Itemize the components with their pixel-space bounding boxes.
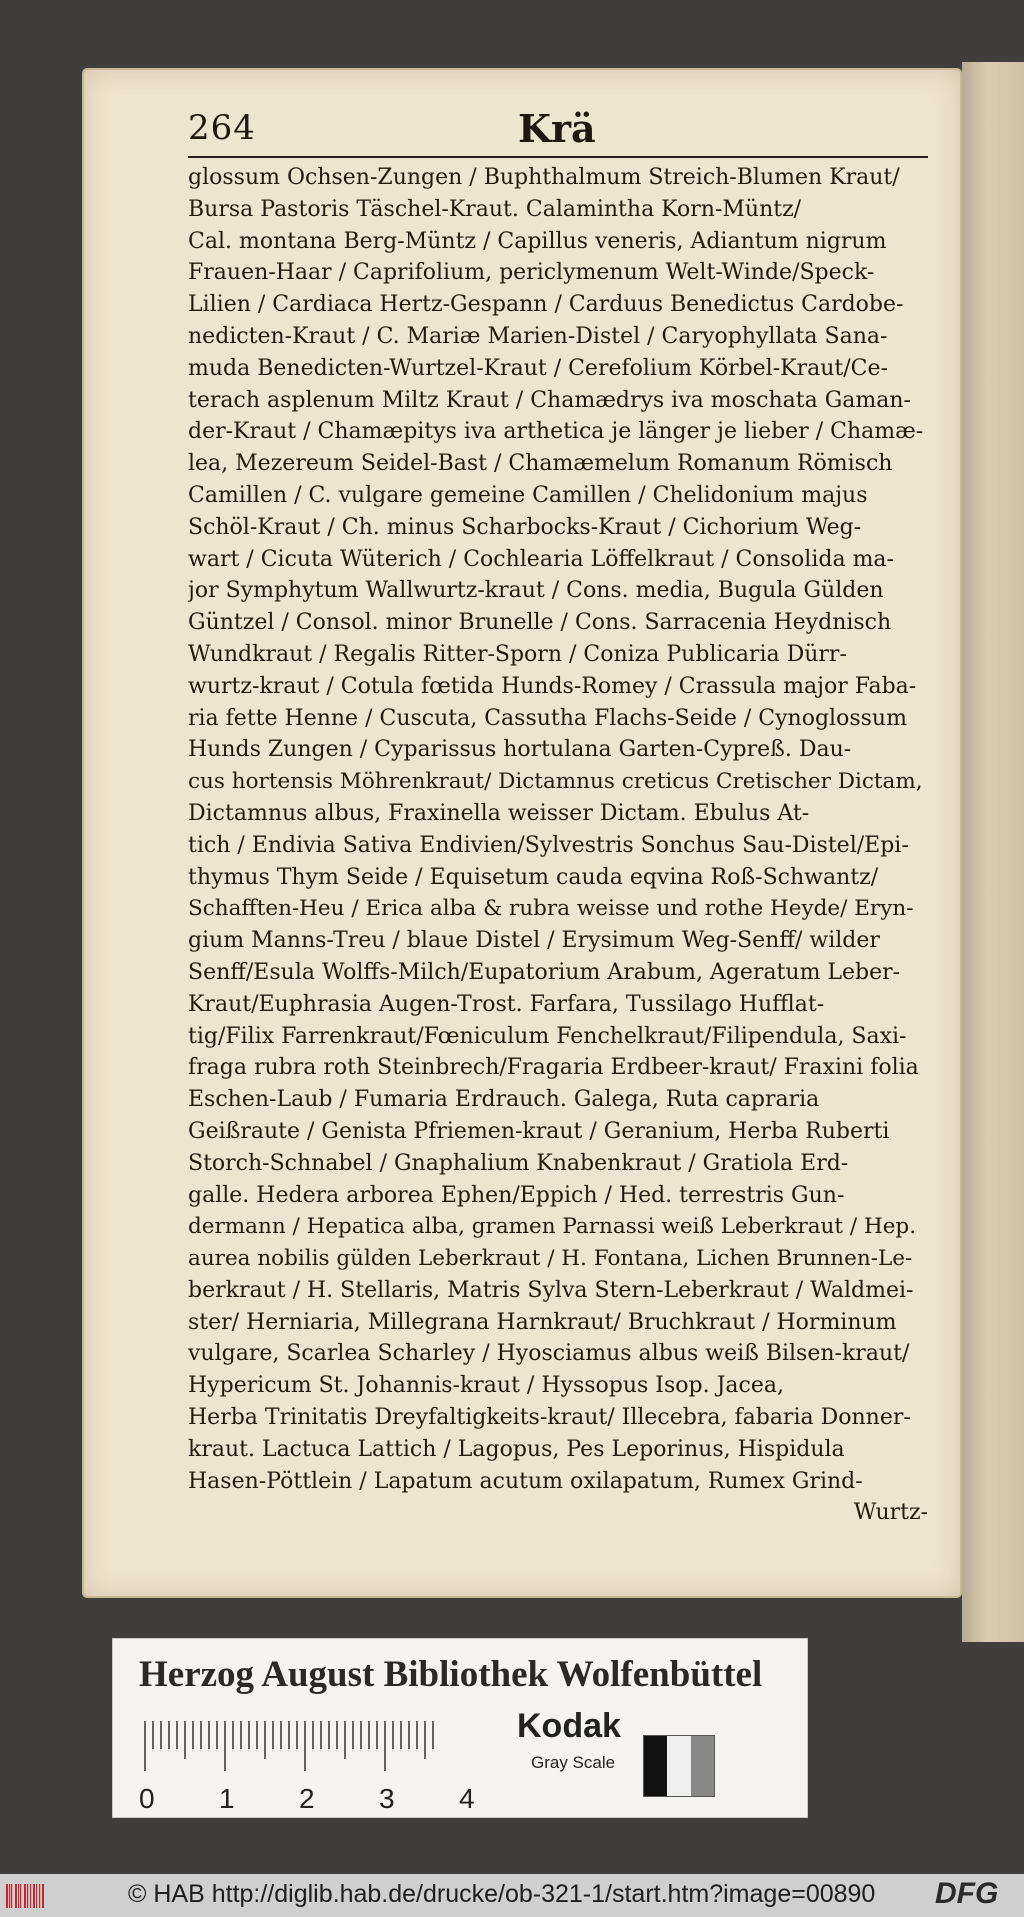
text-line: Hypericum St. Johannis-kraut / Hyssopus Isop. Jacea, <box>188 1373 784 1399</box>
book-page <box>84 70 960 1596</box>
gray-scale-patches <box>643 1735 715 1797</box>
kodak-logo: Kodak <box>517 1707 621 1745</box>
text-line: nedicten-Kraut / C. Mariæ Marien-Distel / Caryophyllata Sana- <box>188 323 888 349</box>
scale-number: 2 <box>299 1783 315 1814</box>
text-line: Schafften-Heu / Erica alba & rubra weisse und rothe Heyde/ Eryn- <box>188 896 914 922</box>
barcode-bar <box>18 1884 19 1908</box>
barcode-bar <box>9 1884 10 1908</box>
text-line: wurtz-kraut / Cotula fœtida Hunds-Romey / Crassula major Faba- <box>188 673 917 699</box>
text-line: Frauen-Haar / Caprifolium, periclymenum Welt-Winde/Speck- <box>188 260 875 286</box>
text-line: berkraut / H. Stellaris, Matris Sylva Stern-Leberkraut / Waldmei- <box>188 1277 914 1303</box>
running-head <box>188 106 928 158</box>
gray-patch <box>644 1736 667 1796</box>
gray-scale-label: Gray Scale <box>531 1753 616 1772</box>
text-line: Dictamnus albus, Fraxinella weisser Dictam. Ebulus At- <box>188 800 810 826</box>
barcode-bar <box>36 1884 37 1908</box>
barcode-bar <box>24 1884 26 1908</box>
text-line: lea, Mezereum Seidel-Bast / Chamæmelum Romanum Römisch <box>188 451 893 477</box>
text-line: der-Kraut / Chamæpitys iva arthetica je länger je lieber / Chamæ- <box>188 419 924 445</box>
text-line: tich / Endivia Sativa Endivien/Sylvestris Sonchus Sau-Distel/Epi- <box>188 832 909 858</box>
text-line: Bursa Pastoris Täschel-Kraut. Calamintha Korn-Müntz/ <box>188 196 802 222</box>
text-line: wart / Cicuta Wüterich / Cochlearia Löffelkraut / Consolida ma- <box>188 546 894 572</box>
scale-ruler <box>139 1713 519 1814</box>
text-line: Cal. montana Berg-Müntz / Capillus veneris, Adiantum nigrum <box>188 228 887 254</box>
scale-number: 1 <box>219 1783 235 1814</box>
scale-number: 4 <box>459 1783 475 1814</box>
text-line: Hasen-Pöttlein / Lapatum acutum oxilapatum, Rumex Grind- <box>188 1468 863 1494</box>
text-line: Kraut/Euphrasia Augen-Trost. Farfara, Tussilago Hufflat- <box>188 991 825 1017</box>
text-line: Hunds Zungen / Cyparissus hortulana Garten-Cypreß. Dau- <box>188 737 852 763</box>
text-line: gium Manns-Treu / blaue Distel / Erysimum Weg-Senff/ wilder <box>188 928 880 954</box>
text-line: Herba Trinitatis Dreyfaltigkeits-kraut/ Illecebra, fabaria Donner- <box>188 1405 911 1431</box>
barcode-icon <box>6 1882 46 1910</box>
page-body-text <box>188 162 928 1529</box>
text-line: Camillen / C. vulgare gemeine Camillen / Chelidonium majus <box>188 482 868 508</box>
gray-patch <box>667 1736 690 1796</box>
text-line: Storch-Schnabel / Gnaphalium Knabenkraut / Gratiola Erd- <box>188 1150 849 1176</box>
running-title: Krä <box>518 106 596 151</box>
barcode-bar <box>39 1884 40 1908</box>
scale-number: 3 <box>379 1783 395 1814</box>
ruler-ticks <box>139 1713 439 1779</box>
text-line: ria fette Henne / Cuscuta, Cassutha Flachs-Seide / Cynoglossum <box>188 705 907 731</box>
text-line: Wundkraut / Regalis Ritter-Sporn / Coniza Publicaria Dürr- <box>188 641 847 667</box>
barcode-bar <box>6 1884 8 1908</box>
dfg-logo: DFG <box>935 1877 999 1910</box>
text-line: glossum Ochsen-Zungen / Buphthalmum Streich-Blumen Kraut/ <box>188 165 900 190</box>
text-line: dermann / Hepatica alba, gramen Parnassi weiß Leberkraut / Hep. <box>188 1214 917 1240</box>
text-line: Geißraute / Genista Pfriemen-kraut / Geranium, Herba Ruberti <box>188 1118 890 1144</box>
text-line: terach asplenum Miltz Kraut / Chamædrys iva moschata Gaman- <box>188 387 911 413</box>
text-line: ster/ Herniaria, Millegrana Harnkraut/ Bruchkraut / Horminum <box>188 1309 897 1335</box>
facing-page-edge <box>962 62 1024 1642</box>
footer-bar <box>0 1874 1024 1917</box>
text-line: muda Benedicten-Wurtzel-Kraut / Cerefolium Körbel-Kraut/Ce- <box>188 355 888 381</box>
scale-number: 0 <box>139 1783 155 1814</box>
page-number: 264 <box>188 108 256 148</box>
barcode-bar <box>42 1884 44 1908</box>
text-line: fraga rubra roth Steinbrech/Fragaria Erdbeer-kraut/ Fraxini folia <box>188 1055 919 1081</box>
text-line: vulgare, Scarlea Scharley / Hyosciamus albus weiß Bilsen-kraut/ <box>188 1341 910 1367</box>
text-line: kraut. Lactuca Lattich / Lagopus, Pes Leporinus, Hispidula <box>188 1436 845 1462</box>
barcode-bar <box>33 1884 35 1908</box>
color-target-card <box>112 1638 808 1818</box>
text-line: Eschen-Laub / Fumaria Erdrauch. Galega, Ruta capraria <box>188 1087 820 1113</box>
text-line: tig/Filix Farrenkraut/Fœniculum Fenchelkraut/Filipendula, Saxi- <box>188 1023 907 1049</box>
barcode-bar <box>27 1884 28 1908</box>
barcode-bar <box>30 1884 31 1908</box>
text-line: Senff/Esula Wolffs-Milch/Eupatorium Arabum, Ageratum Leber- <box>188 959 901 985</box>
text-line: Güntzel / Consol. minor Brunelle / Cons. Sarracenia Heydnisch <box>188 610 892 636</box>
text-line: Wurtz- <box>853 1500 928 1526</box>
text-line: thymus Thym Seide / Equisetum cauda eqvina Roß-Schwantz/ <box>188 864 879 890</box>
text-line: cus hortensis Möhrenkraut/ Dictamnus creticus Cretischer Dictam, <box>188 769 923 795</box>
gray-patch <box>691 1736 714 1796</box>
barcode-bar <box>20 1884 21 1908</box>
text-line: Lilien / Cardiaca Hertz-Gespann / Carduus Benedictus Cardobe- <box>188 292 904 318</box>
text-line: galle. Hedera arborea Ephen/Eppich / Hed. terrestris Gun- <box>188 1182 845 1208</box>
copyright-link[interactable]: © HAB http://diglib.hab.de/drucke/ob-321-1/start.htm?image=00890 <box>128 1880 876 1908</box>
barcode-bar <box>15 1884 17 1908</box>
barcode-bar <box>11 1884 12 1908</box>
library-name: Herzog August Bibliothek Wolfenbüttel <box>139 1654 763 1695</box>
text-line: Schöl-Kraut / Ch. minus Scharbocks-Kraut / Cichorium Weg- <box>188 514 862 540</box>
text-line: aurea nobilis gülden Leberkraut / H. Fontana, Lichen Brunnen-Le- <box>188 1246 913 1272</box>
text-line: jor Symphytum Wallwurtz-kraut / Cons. media, Bugula Gülden <box>188 578 884 604</box>
